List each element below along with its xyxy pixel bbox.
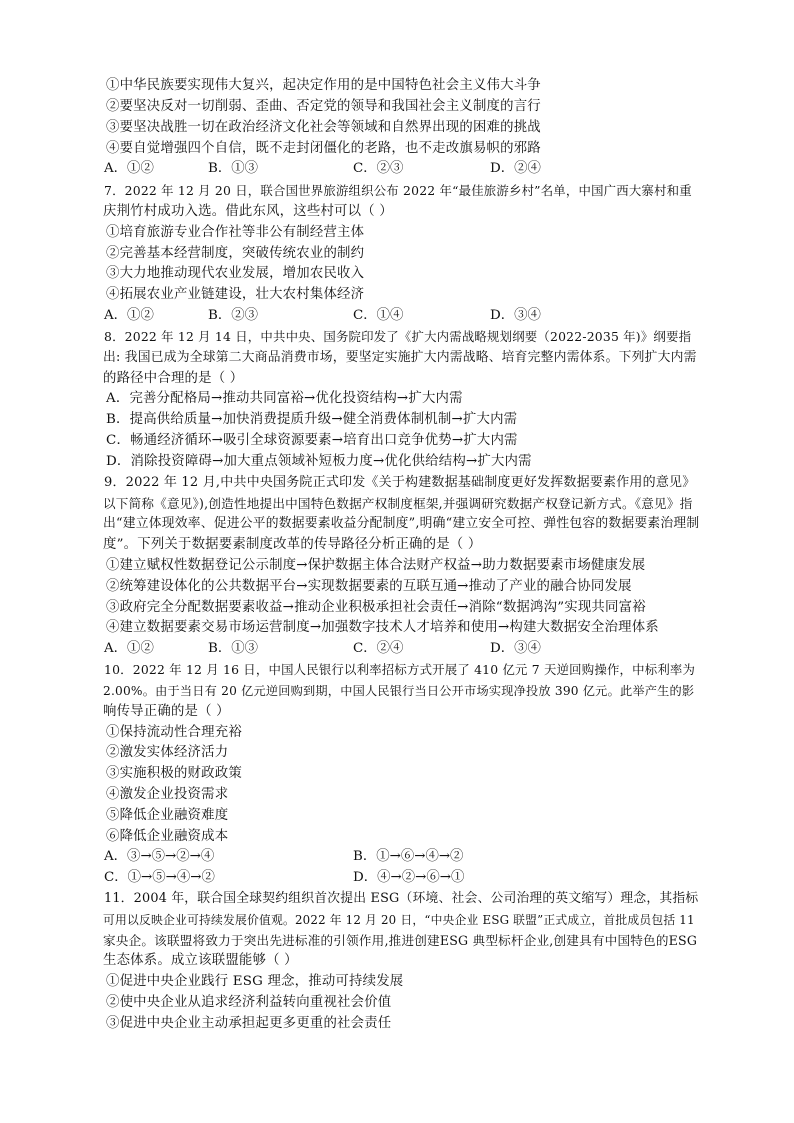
q8-option-b: B．提高供给质量→加快消费提质升级→健全消费体制机制→扩大内需 (106, 412, 518, 427)
q6-item-3: ③要坚决战胜一切在政治经济文化社会等领域和自然界出现的困难的挑战 (106, 120, 541, 135)
q10-item-5: ⑤降低企业融资难度 (106, 808, 229, 823)
q7-stem-line-2: 庆荆竹村成功入选。借此东风，这些村可以（ ） (103, 204, 393, 219)
q6-option-b: B．①③ (208, 161, 259, 176)
q10-item-3: ③实施积极的财政政策 (106, 766, 242, 781)
q6-option-c: C．②③ (353, 161, 404, 176)
q11-stem-line-2: 可用以反映企业可持续发展价值观。2022 年 12 月 20 日，“中央企业 ESG 联盟”正式成立，首批成员包括 11 (103, 913, 695, 927)
q9-stem-line-1: 9．2022 年 12 月,中共中央国务院正式印发《关于构建数据基础制度更好发挥数据要素作用的意见》 (104, 475, 696, 490)
q10-stem-line-3: 响传导正确的是（ ） (103, 704, 230, 719)
q9-item-4: ④建立数据要素交易市场运营制度→加强数字技术人才培养和使用→构建大数据安全治理体系 (106, 620, 659, 635)
q8-stem-line-3: 的路径中合理的是（ ） (103, 371, 244, 386)
q10-item-6: ⑥降低企业融资成本 (106, 829, 229, 844)
q8-option-c: C．畅通经济循环→吸引全球资源要素→培育出口竞争优势→扩大内需 (106, 433, 518, 448)
q8-option-d: D．消除投资障碍→加大重点领域补短板力度→优化供给结构→扩大内需 (106, 454, 532, 469)
q7-option-c: C．①④ (353, 308, 404, 323)
q10-stem-line-1: 10．2022 年 12 月 16 日，中国人民银行以利率招标方式开展了 410 亿元 7 天逆回购操作，中标利率为 (104, 662, 696, 677)
q6-item-4: ④要自觉增强四个自信，既不走封闭僵化的老路，也不走改旗易帜的邪路 (106, 141, 541, 156)
q8-stem-line-2: 出: 我国已成为全球第二大商品消费市场，要坚定实施扩大内需战略、培育完整内需体系。下列扩大内需 (103, 350, 697, 365)
q11-stem-line-1: 11．2004 年，联合国全球契约组织首次提出 ESG（环境、社会、公司治理的英文缩写）理念，其指标 (104, 891, 699, 906)
q8-stem-line-1: 8．2022 年 12 月 14 日，中共中央、国务院印发了《扩大内需战略规划纲要（2022-2035 年)》纲要指 (104, 329, 692, 344)
q11-item-1: ①促进中央企业践行 ESG 理念，推动可持续发展 (106, 974, 404, 989)
q9-option-d: D．③④ (490, 641, 541, 656)
q11-stem-line-4: 生态体系。成立该联盟能够（ ） (103, 953, 298, 968)
q7-item-2: ②完善基本经营制度，突破传统农业的制约 (106, 246, 365, 261)
q6-item-2: ②要坚决反对一切削弱、歪曲、否定党的领导和我国社会主义制度的言行 (106, 99, 541, 114)
q8-option-a: A．完善分配格局→推动共同富裕→优化投资结构→扩大内需 (106, 391, 463, 406)
q10-option-c: C．①→⑤→④→② (104, 870, 215, 885)
q6-item-1: ①中华民族要实现伟大复兴，起决定作用的是中国特色社会主义伟大斗争 (106, 78, 541, 93)
q10-option-a: A．③→⑤→②→④ (104, 849, 215, 864)
q10-item-2: ②激发实体经济活力 (106, 745, 229, 760)
q9-stem-line-3: 出“建立体现效率、促进公平的数据要素收益分配制度”,明确“建立安全可控、弹性包容的数据要素治理制 (103, 516, 700, 531)
q9-item-3: ③政府完全分配数据要素收益→推动企业积极承担社会责任→消除“数据鸿沟”实现共同富裕 (106, 600, 646, 615)
q7-option-a: A．①② (104, 308, 154, 323)
q7-stem-line-1: 7．2022 年 12 月 20 日，联合国世界旅游组织公布 2022 年“最佳旅游乡村”名单，中国广西大寨村和重 (104, 183, 692, 198)
q7-item-4: ④拓展农业产业链建设，壮大农村集体经济 (106, 287, 365, 302)
q9-item-1: ①建立赋权性数据登记公示制度→保护数据主体合法财产权益→助力数据要素市场健康发展 (106, 558, 646, 573)
q9-stem-line-2: 以下简称《意见》),创造性地提出中国特色数据产权制度框架,并强调研究数据产权登记新方式。《意见》指 (103, 496, 693, 511)
q7-item-3: ③大力地推动现代农业发展，增加农民收入 (106, 266, 365, 281)
q7-item-1: ①培育旅游专业合作社等非公有制经营主体 (106, 225, 365, 240)
q10-option-b: B．①→⑥→④→② (353, 849, 464, 864)
q10-stem-line-2: 2.00%。由于当日有 20 亿元逆回购到期，中国人民银行当日公开市场实现净投放 390 亿元。此举产生的影 (103, 684, 695, 698)
q9-option-c: C．②④ (353, 641, 404, 656)
q7-option-d: D．③④ (490, 308, 541, 323)
q9-option-a: A．①② (104, 641, 154, 656)
q10-option-d: D．④→②→⑥→① (353, 870, 465, 885)
q7-option-b: B．②③ (208, 308, 259, 323)
q11-item-2: ②使中央企业从追求经济利益转向重视社会价值 (106, 995, 392, 1010)
q9-option-b: B．①③ (208, 641, 259, 656)
q6-option-a: A．①② (104, 161, 154, 176)
q10-item-1: ①保持流动性合理充裕 (106, 725, 242, 740)
q11-item-3: ③促进中央企业主动承担起更多更重的社会责任 (106, 1016, 392, 1031)
q6-option-d: D．②④ (490, 161, 541, 176)
q11-stem-line-3: 家央企。该联盟将致力于突出先进标准的引领作用,推进创建ESG 典型标杆企业,创建具有中国特色的ESG (103, 933, 698, 948)
q10-item-4: ④激发企业投资需求 (106, 787, 229, 802)
q9-item-2: ②统筹建设体化的公共数据平台→实现数据要素的互联互通→推动了产业的融合协同发展 (106, 579, 632, 594)
q9-stem-line-4: 度”。下列关于数据要素制度改革的传导路径分析正确的是（ ） (103, 537, 482, 552)
